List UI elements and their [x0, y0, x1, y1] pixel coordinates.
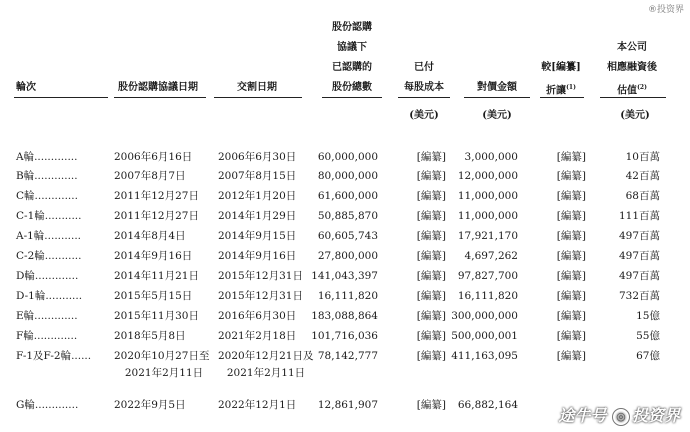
agreement-date-cell: 2006年6月16日 [114, 151, 193, 163]
header-discount: 較[編纂] 折讓$^{(1)}$ [541, 62, 581, 97]
valuation-cell: 497百萬 [618, 270, 660, 282]
closing-date-cell: 2014年1月29日 [218, 210, 297, 222]
discount-cell: [編纂] [556, 350, 586, 362]
closing-date-cell: 2014年9月15日 [218, 230, 297, 242]
agreement-date-cell: 2007年8月7日 [114, 170, 186, 182]
round-cell: C輪............. [16, 190, 78, 202]
valuation-cell: 55億 [636, 330, 660, 342]
cost-cell: [編纂] [416, 230, 446, 242]
closing-date-cell: 2015年12月31日 [218, 270, 303, 282]
round-cell: F輪............. [16, 330, 78, 342]
header-closing-date: 交割日期 [237, 82, 277, 93]
discount-cell: [編纂] [556, 170, 586, 182]
shares-cell: 80,000,000 [317, 170, 378, 182]
header-round: 輪次 [16, 82, 36, 93]
shares-cell: 60,000,000 [317, 151, 378, 163]
closing-date-cell: 2014年9月16日 [218, 250, 297, 262]
header-rule [214, 97, 302, 98]
shares-cell: 141,043,397 [311, 270, 378, 282]
unit-valuation: (美元) [620, 110, 650, 121]
shares-cell: 61,600,000 [317, 190, 378, 202]
round-cell: D輪............. [16, 270, 79, 282]
amount-cell: 11,000,000 [457, 210, 518, 222]
valuation-cell: 15億 [636, 310, 660, 322]
cost-cell: [編纂] [416, 290, 446, 302]
amount-cell: 300,000,000 [451, 310, 518, 322]
amount-cell: 97,827,700 [457, 270, 518, 282]
unit-cost: (美元) [409, 110, 439, 121]
round-cell: C-1輪........... [16, 210, 82, 222]
watermark-logo-icon: ◎ [612, 408, 630, 426]
closing-date-cell: 2015年12月31日 [218, 290, 303, 302]
valuation-cell: 732百萬 [618, 290, 660, 302]
round-cell: G輪............. [16, 399, 79, 411]
cost-cell: [編纂] [416, 190, 446, 202]
valuation-cell: 10百萬 [625, 151, 660, 163]
discount-cell: [編纂] [556, 230, 586, 242]
header-rule [540, 97, 584, 98]
amount-cell: 11,000,000 [457, 190, 518, 202]
round-cell: F-1及F-2輪...... [16, 350, 92, 362]
closing-date-cell: 2012年1月20日 [218, 190, 297, 202]
cost-cell: [編纂] [416, 310, 446, 322]
closing-date-cell: 2022年12月1日 [218, 399, 297, 411]
header-agreement-date: 股份認購協議日期 [118, 82, 198, 93]
header-cost: 已付 每股成本 [404, 62, 444, 93]
amount-cell: 17,921,170 [457, 230, 518, 242]
amount-cell: 12,000,000 [457, 170, 518, 182]
unit-amount: (美元) [482, 110, 512, 121]
header-rule [398, 97, 450, 98]
valuation-cell: 67億 [636, 350, 660, 362]
header-shares: 股份認購 協議下 已認購的 股份總數 [332, 22, 372, 93]
closing-date-cell: 2020年12月21日及 [218, 350, 314, 362]
discount-cell: [編纂] [556, 310, 586, 322]
valuation-cell: 111百萬 [618, 210, 660, 222]
round-cell: A-1輪........... [16, 230, 82, 242]
agreement-date-cell-line2: 2021年2月11日 [124, 367, 204, 379]
discount-cell: [編纂] [556, 330, 586, 342]
agreement-date-cell: 2014年8月4日 [114, 230, 186, 242]
closing-date-cell: 2006年6月30日 [218, 151, 297, 163]
header-amount: 對價金額 [477, 82, 517, 93]
agreement-date-cell: 2018年5月8日 [114, 330, 186, 342]
valuation-cell: 68百萬 [625, 190, 660, 202]
agreement-date-cell: 2015年11月30日 [114, 310, 199, 322]
shares-cell: 60,605,743 [317, 230, 378, 242]
amount-cell: 66,882,164 [457, 399, 518, 411]
header-rule [114, 97, 206, 98]
shares-cell: 78,142,777 [317, 350, 378, 362]
shares-cell: 12,861,907 [317, 399, 378, 411]
agreement-date-cell: 2011年12月27日 [114, 210, 199, 222]
closing-date-cell-line2: 2021年2月11日 [226, 367, 306, 379]
shares-cell: 183,088,864 [311, 310, 378, 322]
agreement-date-cell: 2020年10月27日至 [114, 350, 210, 362]
amount-cell: 500,000,001 [451, 330, 518, 342]
discount-cell: [編纂] [556, 250, 586, 262]
amount-cell: 411,163,095 [451, 350, 518, 362]
cost-cell: [編纂] [416, 350, 446, 362]
closing-date-cell: 2016年6月30日 [218, 310, 297, 322]
discount-cell: [編纂] [556, 190, 586, 202]
watermark-top: ®投资界 [647, 5, 684, 15]
amount-cell: 16,111,820 [457, 290, 518, 302]
shares-cell: 101,716,036 [311, 330, 378, 342]
cost-cell: [編纂] [416, 330, 446, 342]
closing-date-cell: 2021年2月18日 [218, 330, 297, 342]
cost-cell: [編纂] [416, 210, 446, 222]
agreement-date-cell: 2015年5月15日 [114, 290, 193, 302]
shares-cell: 16,111,820 [317, 290, 378, 302]
amount-cell: 3,000,000 [464, 151, 518, 163]
valuation-cell: 497百萬 [618, 230, 660, 242]
round-cell: B輪............. [16, 170, 78, 182]
cost-cell: [編纂] [416, 250, 446, 262]
header-rule [464, 97, 530, 98]
discount-cell: [編纂] [556, 210, 586, 222]
cost-cell: [編纂] [416, 151, 446, 163]
discount-cell: [編纂] [556, 290, 586, 302]
agreement-date-cell: 2022年9月5日 [114, 399, 186, 411]
round-cell: E輪............. [16, 310, 78, 322]
header-rule [600, 97, 666, 98]
amount-cell: 4,697,262 [464, 250, 518, 262]
header-rule [322, 97, 382, 98]
header-rule [14, 97, 108, 98]
round-cell: C-2輪........... [16, 250, 82, 262]
closing-date-cell: 2007年8月15日 [218, 170, 297, 182]
agreement-date-cell: 2014年9月16日 [114, 250, 193, 262]
cost-cell: [編纂] [416, 270, 446, 282]
discount-cell: [編纂] [556, 270, 586, 282]
agreement-date-cell: 2014年11月21日 [114, 270, 199, 282]
discount-cell: [編纂] [556, 151, 586, 163]
watermark-bottom: 途牛号 ◎ 投资界 [558, 406, 680, 425]
shares-cell: 27,800,000 [317, 250, 378, 262]
valuation-cell: 42百萬 [625, 170, 660, 182]
cost-cell: [編纂] [416, 399, 446, 411]
agreement-date-cell: 2011年12月27日 [114, 190, 199, 202]
shares-cell: 50,885,870 [317, 210, 378, 222]
valuation-cell: 497百萬 [618, 250, 660, 262]
header-valuation: 本公司 相應融資後 估值$^{(2)}$ [607, 42, 657, 97]
cost-cell: [編纂] [416, 170, 446, 182]
round-cell: A輪............. [16, 151, 78, 163]
round-cell: D-1輪........... [16, 290, 83, 302]
